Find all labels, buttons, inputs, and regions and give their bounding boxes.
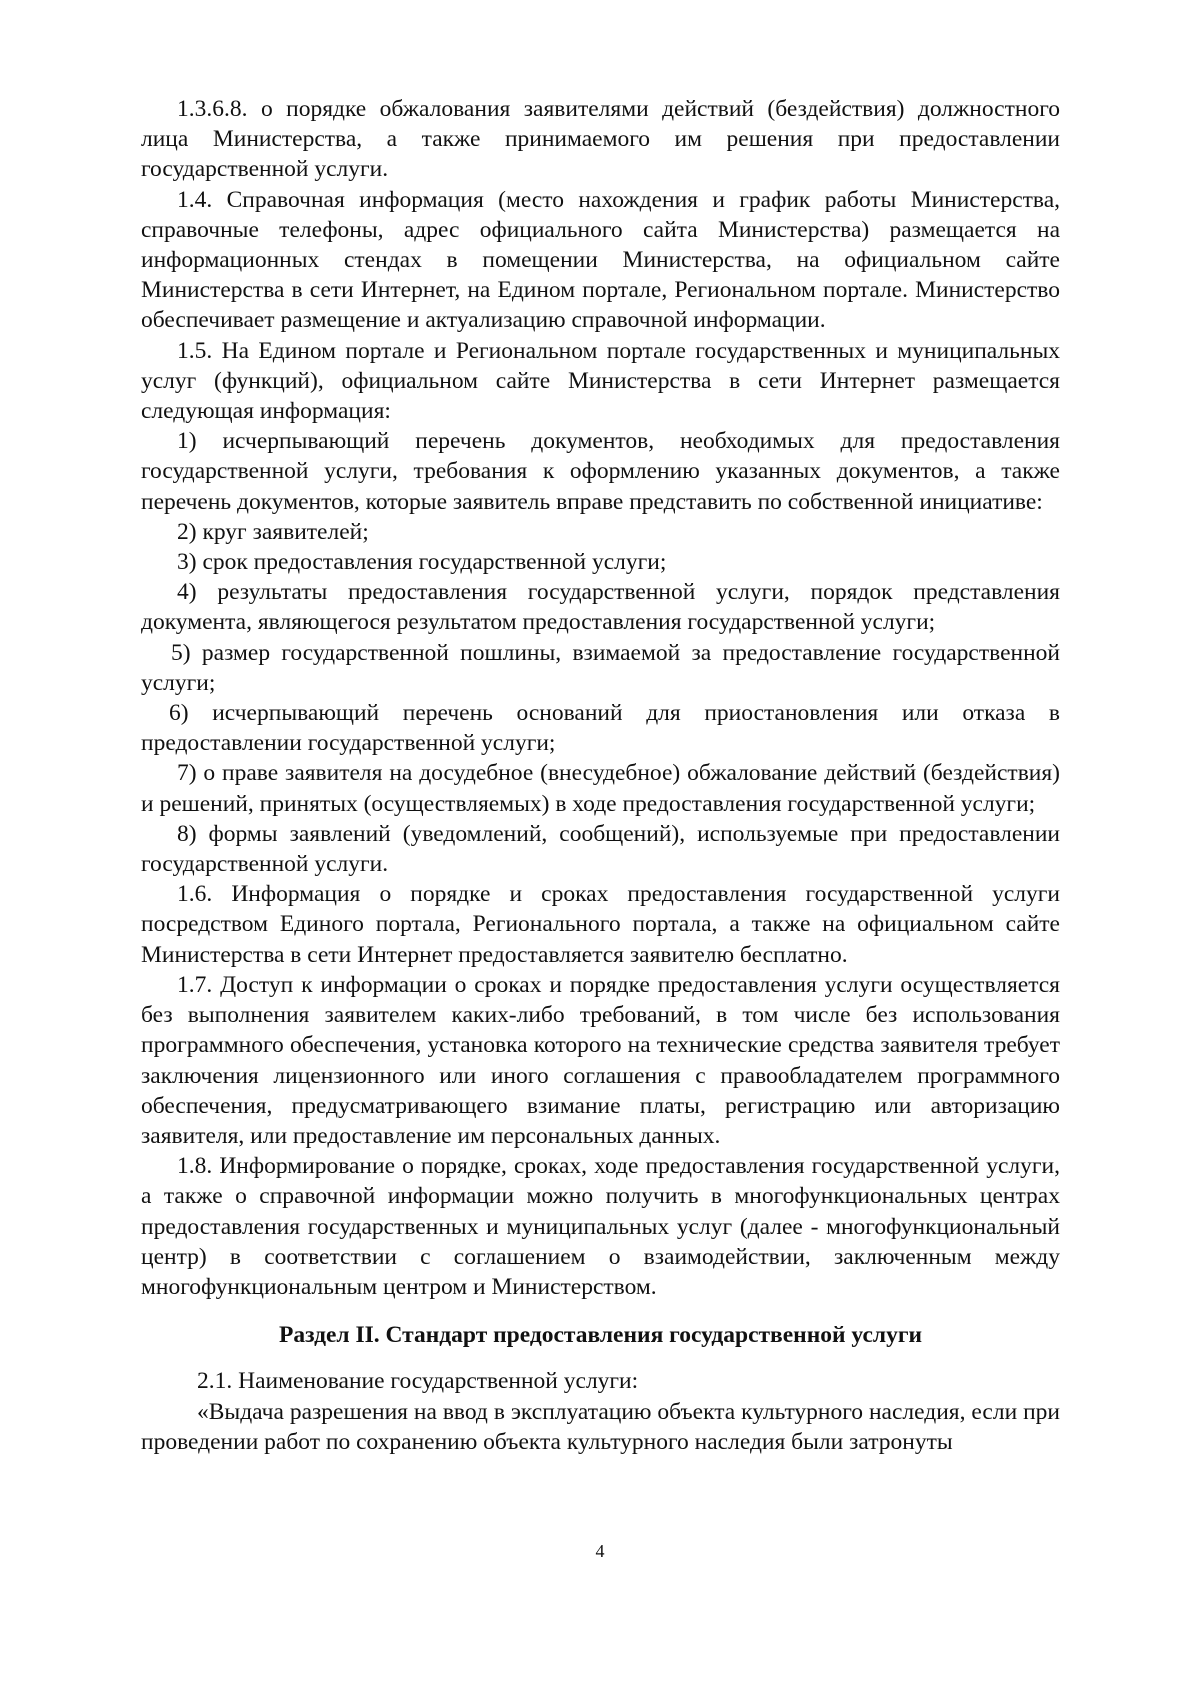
document-body — [141, 94, 1060, 1457]
section-title: Раздел II. Стандарт предоставления государственной услуги — [278, 1322, 923, 1349]
list-item-2: 2) круг заявителей; — [177, 518, 369, 545]
paragraph-1-3-6-8: 1.3.6.8. о порядке обжалования заявителями действий (бездействия) должностного лица Министерства, а также принимаемого им решения при предоставлении государственной услуги. — [141, 96, 1060, 183]
list-item-8: 8) формы заявлений (уведомлений, сообщений), используемые при предоставлении государственной услуги. — [141, 820, 1060, 878]
paragraph-1-5: 1.5. На Едином портале и Региональном портале государственных и муниципальных услуг (функций), официальном сайте Министерства в сети Интернет размещается следующая информация: — [141, 337, 1060, 425]
paragraph-1-6: 1.6. Информация о порядке и сроках предоставления государственной услуги посредством Единого портала, Регионального портала, а также на официальном сайте Министерства в сети Интернет предоставляется заявителю бесплатно. — [141, 881, 1060, 968]
list-item-6: 6) исчерпывающий перечень оснований для приостановления или отказа в предоставлении государственной услуги; — [141, 700, 1060, 757]
paragraph-1-7: 1.7. Доступ к информации о сроках и порядке предоставления услуги осуществляется без выполнения заявителем каких-либо требований, в том числе без использования программного обеспечения, установка которого на технические средства заявителя требует заключения лицензионного или иного соглашения с правообладателем программного обеспечения, предусматривающего взимание платы, регистрацию или авторизацию заявителя, или предоставление им персональных данных. — [141, 971, 1060, 1149]
paragraph-1-8: 1.8. Информирование о порядке, сроках, ходе предоставления государственной услуги, а также о справочной информации можно получить в многофункциональных центрах предоставления государственных и муниципальных услуг (далее - многофункциональный центр) в соответствии с соглашением о взаимодействии, заключенным между многофункциональным центром и Министерством. — [141, 1153, 1060, 1300]
list-item-3: 3) срок предоставления государственной услуги; — [177, 549, 667, 576]
paragraph-1-4: 1.4. Справочная информация (место нахождения и график работы Министерства, справочные телефоны, адрес официального сайта Министерства) размещается на информационных стендах в помещении Министерства, на официальном сайте Министерства в сети Интернет, на Едином портале, Региональном портале. Министерство обеспечивает размещение и актуализацию справочной информации. — [141, 186, 1060, 334]
service-name-quote: «Выдача разрешения на ввод в эксплуатацию объекта культурного наследия, если при проведении работ по сохранению объекта культурного наследия были затронуты — [141, 1398, 1060, 1455]
list-item-1: 1) исчерпывающий перечень документов, необходимых для предоставления государственной услуги, требования к оформлению указанных документов, а также перечень документов, которые заявитель вправе представить по собственной инициативе: — [141, 428, 1060, 515]
list-item-4: 4) результаты предоставления государственной услуги, порядок представления документа, являющегося результатом предоставления государственной услуги; — [141, 579, 1060, 636]
list-item-5: 5) размер государственной пошлины, взимаемой за предоставление государственной услуги; — [141, 639, 1060, 696]
paragraph-2-1: 2.1. Наименование государственной услуги: — [197, 1368, 639, 1395]
list-item-7: 7) о праве заявителя на досудебное (внесудебное) обжалование действий (бездействия) и решений, принятых (осуществляемых) в ходе предоставления государственной услуги; — [141, 760, 1060, 817]
page-number: 4 — [595, 1541, 605, 1561]
